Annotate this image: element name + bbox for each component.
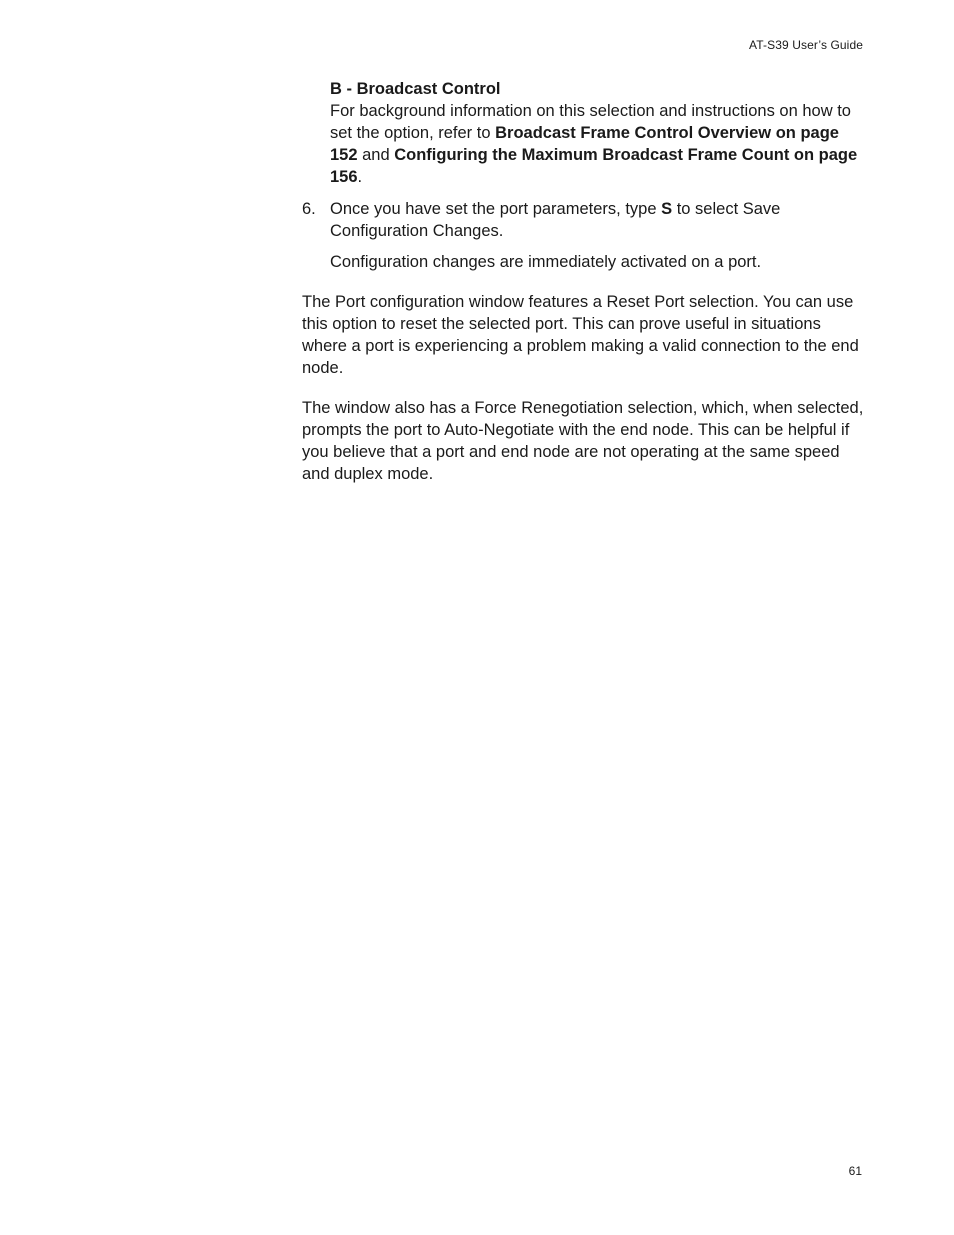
broadcast-control-section: [330, 78, 864, 188]
force-renegotiation-paragraph: The window also has a Force Renegotiation selection, which, when selected, prompts the port to Auto-Negotiate with the end node. This can be helpful if you believe that a port and end node are not operating at the same speed and duplex mode.: [302, 399, 864, 483]
running-header: AT-S39 User’s Guide: [749, 38, 863, 52]
broadcast-text-part: and: [357, 146, 395, 164]
max-broadcast-frame-count-reference[interactable]: Configuring the Maximum Broadcast Frame Count on page 156: [330, 146, 858, 186]
step-text-part: to select Save Configuration Changes.: [330, 200, 781, 240]
broadcast-control-text: [330, 100, 864, 188]
broadcast-frame-control-reference[interactable]: Broadcast Frame Control Overview on page 152: [330, 124, 839, 164]
broadcast-control-heading: B - Broadcast Control: [330, 80, 501, 98]
page-number: 61: [848, 1164, 862, 1178]
step-number: 6.: [302, 200, 316, 218]
step-6-followup: Configuration changes are immediately activated on a port.: [330, 253, 762, 271]
reset-port-paragraph: The Port configuration window features a Reset Port selection. You can use this option to reset the selected port. This can prove useful in situations where a port is experiencing a problem making a valid connection to the end node.: [302, 293, 859, 377]
broadcast-text-part: For background information on this selection and instructions on how to set the option, refer to: [330, 102, 851, 142]
broadcast-text-part: .: [357, 168, 363, 186]
page-content: [302, 78, 864, 485]
step-6: [302, 198, 864, 242]
step-text-part: Once you have set the port parameters, type: [330, 200, 662, 218]
save-key: S: [661, 200, 673, 218]
step-6-text: [330, 198, 864, 242]
